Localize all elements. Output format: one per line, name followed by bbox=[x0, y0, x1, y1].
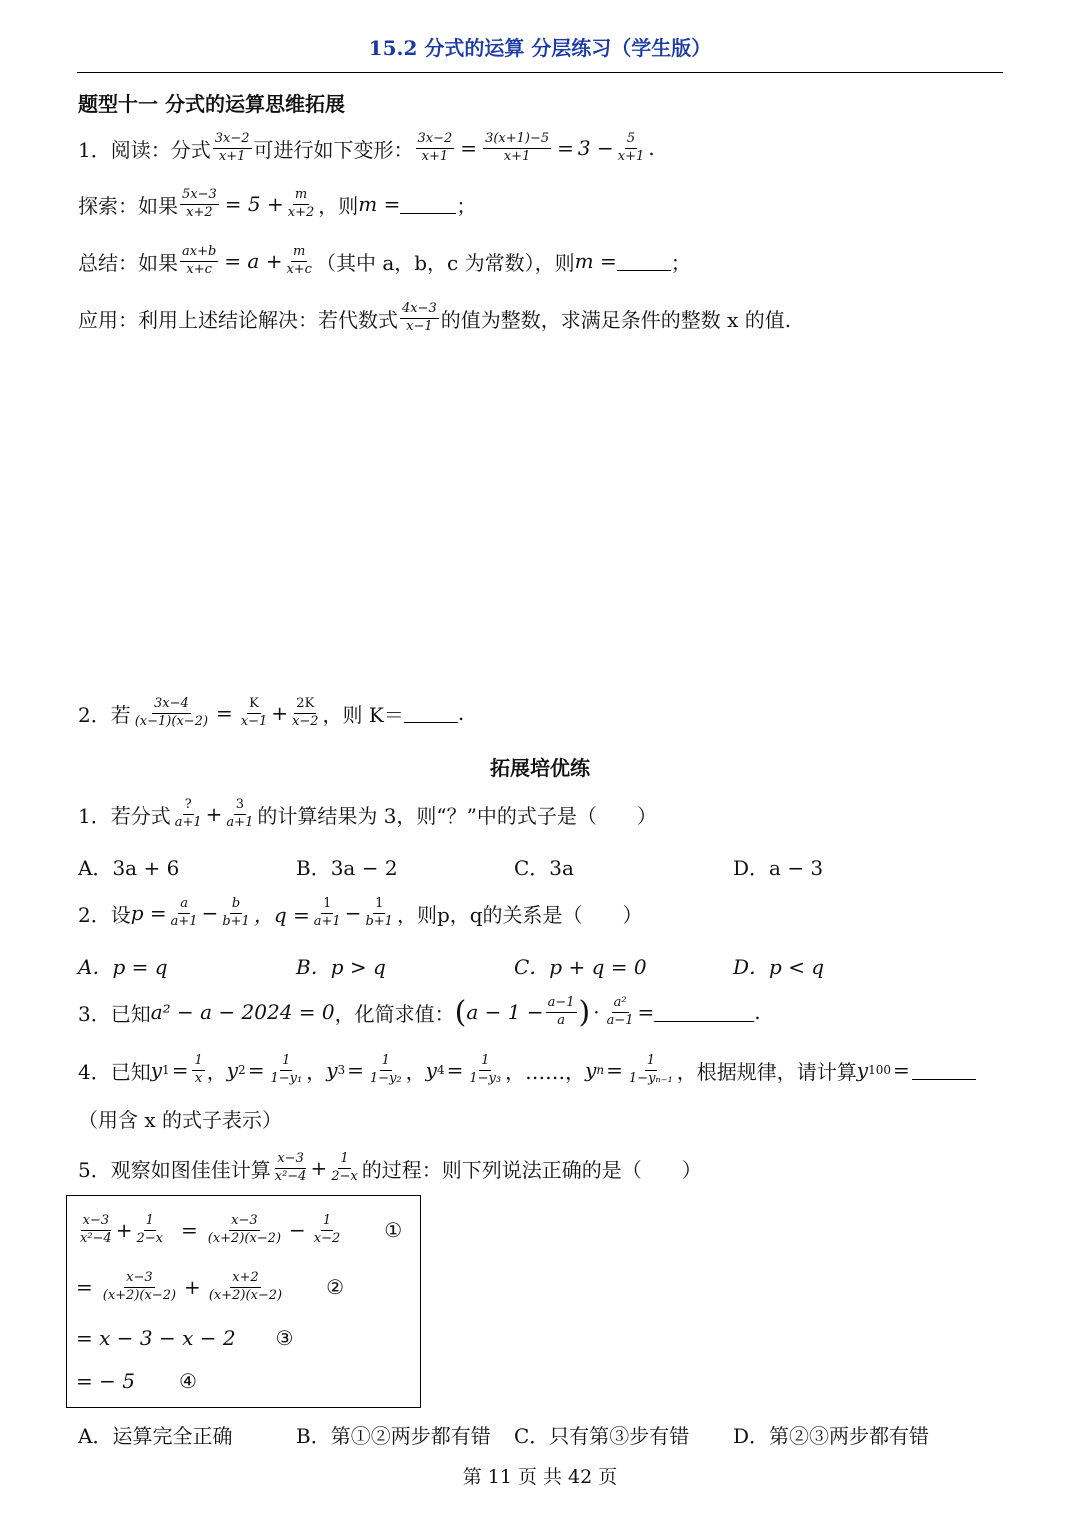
minus-sign: − bbox=[201, 901, 219, 925]
period: . bbox=[457, 701, 465, 725]
fraction: $\frac{3x-2}{x+1}$ bbox=[417, 130, 453, 164]
e3-question bbox=[78, 992, 761, 1032]
e2-prefix: 2．设 bbox=[78, 902, 131, 927]
subscript: 1 bbox=[162, 1063, 170, 1077]
expression-text: m = bbox=[574, 249, 617, 273]
e4-prefix: 4．已知 bbox=[78, 1059, 151, 1084]
fraction: $\frac{3}{a+1}$ bbox=[226, 796, 254, 830]
comma: ， bbox=[306, 1059, 327, 1084]
box-step-4 bbox=[76, 1365, 197, 1397]
section-title: 题型十一 分式的运算思维拓展 bbox=[78, 92, 345, 116]
dot-operator: · bbox=[593, 1000, 600, 1024]
var-y: y bbox=[856, 1058, 869, 1082]
equals-sign: = bbox=[247, 1058, 265, 1082]
comma: ， bbox=[405, 1059, 426, 1084]
box-step-1 bbox=[76, 1208, 402, 1252]
expression-text: 3 − bbox=[577, 136, 614, 160]
subscript: 3 bbox=[337, 1063, 346, 1077]
q1-summary-prefix: 总结：如果 bbox=[78, 250, 178, 275]
e2-question bbox=[78, 894, 643, 932]
left-paren: ( bbox=[454, 994, 467, 1030]
choice-option[interactable]: A．运算完全正确 bbox=[78, 1424, 233, 1448]
answer-blank[interactable] bbox=[654, 1003, 754, 1022]
fraction: $\frac{1}{2-x}$ bbox=[331, 1150, 358, 1184]
fraction: $\frac{x-3}{(x+2)(x-2)}$ bbox=[102, 1269, 177, 1303]
choice-option[interactable]: C．3a bbox=[514, 856, 574, 880]
plus-sign: + bbox=[205, 802, 223, 826]
fraction: $\frac{1}{x}$ bbox=[194, 1052, 203, 1086]
choice-option[interactable]: B．p > q bbox=[296, 955, 386, 979]
ellipsis: ……， bbox=[525, 1059, 586, 1084]
fraction: $\frac{m}{x+c}$ bbox=[286, 243, 312, 277]
expression-text: = a + bbox=[224, 249, 283, 273]
choice-option[interactable]: C．p + q = 0 bbox=[514, 955, 647, 979]
right-paren: ) bbox=[578, 994, 591, 1030]
expression-text: m = bbox=[358, 192, 401, 216]
q1-explore-mid: ，则 bbox=[318, 193, 359, 218]
choice-option[interactable]: D．第②③两步都有错 bbox=[733, 1424, 930, 1448]
q2-suffix: ，则 K＝ bbox=[322, 702, 404, 727]
e1-prefix: 1．若分式 bbox=[78, 803, 171, 828]
section-title-extension: 拓展培优练 bbox=[490, 756, 590, 780]
answer-blank[interactable] bbox=[617, 252, 671, 271]
var-y: y bbox=[585, 1058, 597, 1082]
fraction: $\frac{x+2}{(x+2)(x-2)}$ bbox=[208, 1269, 283, 1303]
q2-prefix: 2．若 bbox=[78, 702, 131, 727]
q1-explore-line bbox=[78, 186, 476, 222]
e4-note: （用含 x 的式子表示） bbox=[78, 1108, 282, 1132]
fraction: $\frac{1}{\text{1−yₙ₋₁}}$ bbox=[628, 1052, 673, 1086]
step-mark: ④ bbox=[178, 1369, 197, 1393]
subscript: n bbox=[596, 1063, 605, 1077]
q1-read-prefix: 1．阅读：分式 bbox=[78, 137, 211, 162]
fraction: $\frac{\text{a²}}{a-1}$ bbox=[606, 994, 634, 1028]
q2-line bbox=[78, 695, 464, 731]
q1-apply-line bbox=[78, 300, 791, 336]
q1-apply-prefix: 应用：利用上述结论解决：若代数式 bbox=[78, 307, 398, 332]
fraction: $\frac{4x-3}{x-1}$ bbox=[402, 300, 437, 334]
e5-prefix: 5．观察如图佳佳计算 bbox=[78, 1157, 271, 1182]
q1-explore-prefix: 探索：如果 bbox=[78, 193, 178, 218]
q1-summary-line bbox=[78, 243, 691, 279]
equals-sign: = bbox=[347, 1058, 364, 1082]
fraction: $\frac{1}{\text{1−y₃}}$ bbox=[469, 1052, 502, 1086]
fraction: $\frac{3x-4}{(x-1)(x-2)}$ bbox=[134, 695, 209, 729]
var-y: y bbox=[425, 1058, 437, 1082]
equals-sign: = bbox=[180, 1218, 198, 1242]
subscript: 100 bbox=[868, 1063, 891, 1077]
equals-sign: = bbox=[171, 1058, 189, 1082]
page-header-title: 15.2 分式的运算 分层练习（学生版） bbox=[368, 36, 712, 60]
fraction: $\frac{1}{\text{1−y₁}}$ bbox=[270, 1052, 303, 1086]
e3-mid: ，化简求值： bbox=[334, 1001, 455, 1026]
equals-sign: = bbox=[216, 701, 233, 725]
comma: ， bbox=[505, 1059, 526, 1084]
minus-sign: − bbox=[289, 1218, 306, 1242]
fraction: $\frac{3(x+1)-5}{x+1}$ bbox=[485, 130, 550, 164]
fraction: $\frac{x-3}{\text{x²−4}}$ bbox=[274, 1150, 307, 1184]
answer-blank[interactable] bbox=[400, 195, 456, 214]
equals-sign: = bbox=[606, 1058, 623, 1082]
choice-option[interactable]: B．第①②两步都有错 bbox=[296, 1424, 491, 1448]
equals-sign: = bbox=[892, 1058, 910, 1082]
plus-sign: + bbox=[310, 1156, 328, 1180]
step-mark: ② bbox=[326, 1275, 345, 1299]
fraction: $\frac{3x-2}{x+1}$ bbox=[214, 130, 250, 164]
plus-sign: + bbox=[184, 1275, 201, 1299]
choice-option[interactable]: A．p = q bbox=[78, 955, 168, 979]
box-step-3 bbox=[76, 1322, 293, 1354]
answer-blank[interactable] bbox=[912, 1061, 976, 1080]
fraction: $\frac{1}{\text{1−y₂}}$ bbox=[369, 1052, 402, 1086]
e5-suffix: 的过程：则下列说法正确的是（ ） bbox=[361, 1157, 702, 1182]
equals-sign: = bbox=[557, 136, 574, 160]
semicolon: ； bbox=[670, 250, 691, 275]
q1-apply-suffix: 的值为整数，求满足条件的整数 x 的值. bbox=[440, 307, 792, 332]
step-mark: ③ bbox=[275, 1326, 294, 1350]
var-y: y bbox=[226, 1058, 239, 1082]
comma: ， bbox=[206, 1059, 227, 1084]
expression-text: = − 5 bbox=[76, 1369, 135, 1393]
expression-text: ，q = bbox=[253, 902, 310, 927]
period: . bbox=[754, 1000, 761, 1024]
e1-question bbox=[78, 796, 657, 832]
fraction: $\frac{x-3}{(x+2)(x-2)}$ bbox=[207, 1212, 282, 1246]
fraction: $\frac{x-3}{\text{x²−4}}$ bbox=[80, 1212, 112, 1246]
fraction: $\frac{1}{b+1}$ bbox=[365, 895, 393, 929]
choice-option[interactable]: C．只有第③步有错 bbox=[514, 1424, 690, 1448]
expression-text: a² − a − 2024 = 0 bbox=[150, 1000, 335, 1024]
e4-suffix: ，根据规律，请计算 bbox=[676, 1059, 857, 1084]
semicolon: ； bbox=[456, 193, 477, 218]
e3-prefix: 3．已知 bbox=[78, 1001, 151, 1026]
q1-read-line bbox=[78, 130, 655, 166]
equals-sign: = bbox=[637, 1000, 655, 1024]
fraction: $\frac{K}{x-1}$ bbox=[240, 695, 268, 729]
fraction: $\frac{?}{a+1}$ bbox=[174, 796, 202, 830]
choice-option[interactable]: A．3a + 6 bbox=[78, 856, 180, 880]
equals-sign: = bbox=[460, 136, 478, 160]
header-rule bbox=[77, 72, 1003, 73]
q1-read-mid: 可进行如下变形： bbox=[253, 137, 414, 162]
fraction: $\frac{m}{x+2}$ bbox=[287, 186, 315, 220]
var-y: y bbox=[326, 1058, 338, 1082]
page-footer: 第 11 页 共 42 页 bbox=[462, 1466, 618, 1488]
fraction: $\frac{1}{2-x}$ bbox=[136, 1212, 163, 1246]
fraction: $\frac{b}{b+1}$ bbox=[222, 895, 250, 929]
e2-suffix: ，则p，q的关系是（ ） bbox=[396, 902, 643, 927]
e5-question bbox=[78, 1148, 702, 1188]
fraction: $\frac{a-1}{a}$ bbox=[547, 994, 575, 1028]
equals-sign: = bbox=[76, 1275, 93, 1299]
fraction: $\frac{5x-3}{x+2}$ bbox=[182, 186, 217, 220]
equals-sign: = bbox=[446, 1058, 464, 1082]
minus-sign: − bbox=[344, 901, 362, 925]
expression-text: = 5 + bbox=[224, 192, 284, 216]
fraction: $\frac{1}{x-2}$ bbox=[313, 1212, 341, 1246]
expression-text: p = bbox=[130, 901, 167, 925]
expression-text: = x − 3 − x − 2 bbox=[76, 1326, 236, 1350]
step-mark: ① bbox=[384, 1218, 403, 1242]
q1-summary-mid: （其中 a，b，c 为常数），则 bbox=[315, 250, 575, 275]
choice-option[interactable]: D．a − 3 bbox=[733, 856, 824, 880]
box-step-2 bbox=[76, 1265, 344, 1309]
plus-sign: + bbox=[115, 1218, 133, 1242]
answer-blank[interactable] bbox=[404, 704, 458, 723]
fraction: $\frac{1}{a+1}$ bbox=[313, 895, 341, 929]
subscript: 4 bbox=[436, 1063, 445, 1077]
fraction: $\frac{ax+b}{x+c}$ bbox=[182, 243, 217, 277]
expression-text: a − 1 − bbox=[466, 1000, 544, 1024]
e4-question bbox=[78, 1050, 976, 1090]
e1-suffix: 的计算结果为 3，则“？”中的式子是（ ） bbox=[257, 803, 657, 828]
fraction: $\frac{2K}{x-2}$ bbox=[292, 695, 319, 729]
period: . bbox=[648, 136, 655, 160]
plus-sign: + bbox=[271, 701, 289, 725]
choice-option[interactable]: D．p < q bbox=[733, 955, 825, 979]
var-y: y bbox=[150, 1058, 163, 1082]
fraction: $\frac{a}{a+1}$ bbox=[170, 895, 198, 929]
choice-option[interactable]: B．3a − 2 bbox=[296, 856, 398, 880]
subscript: 2 bbox=[238, 1063, 246, 1077]
fraction: $\frac{5}{x+1}$ bbox=[617, 130, 645, 164]
